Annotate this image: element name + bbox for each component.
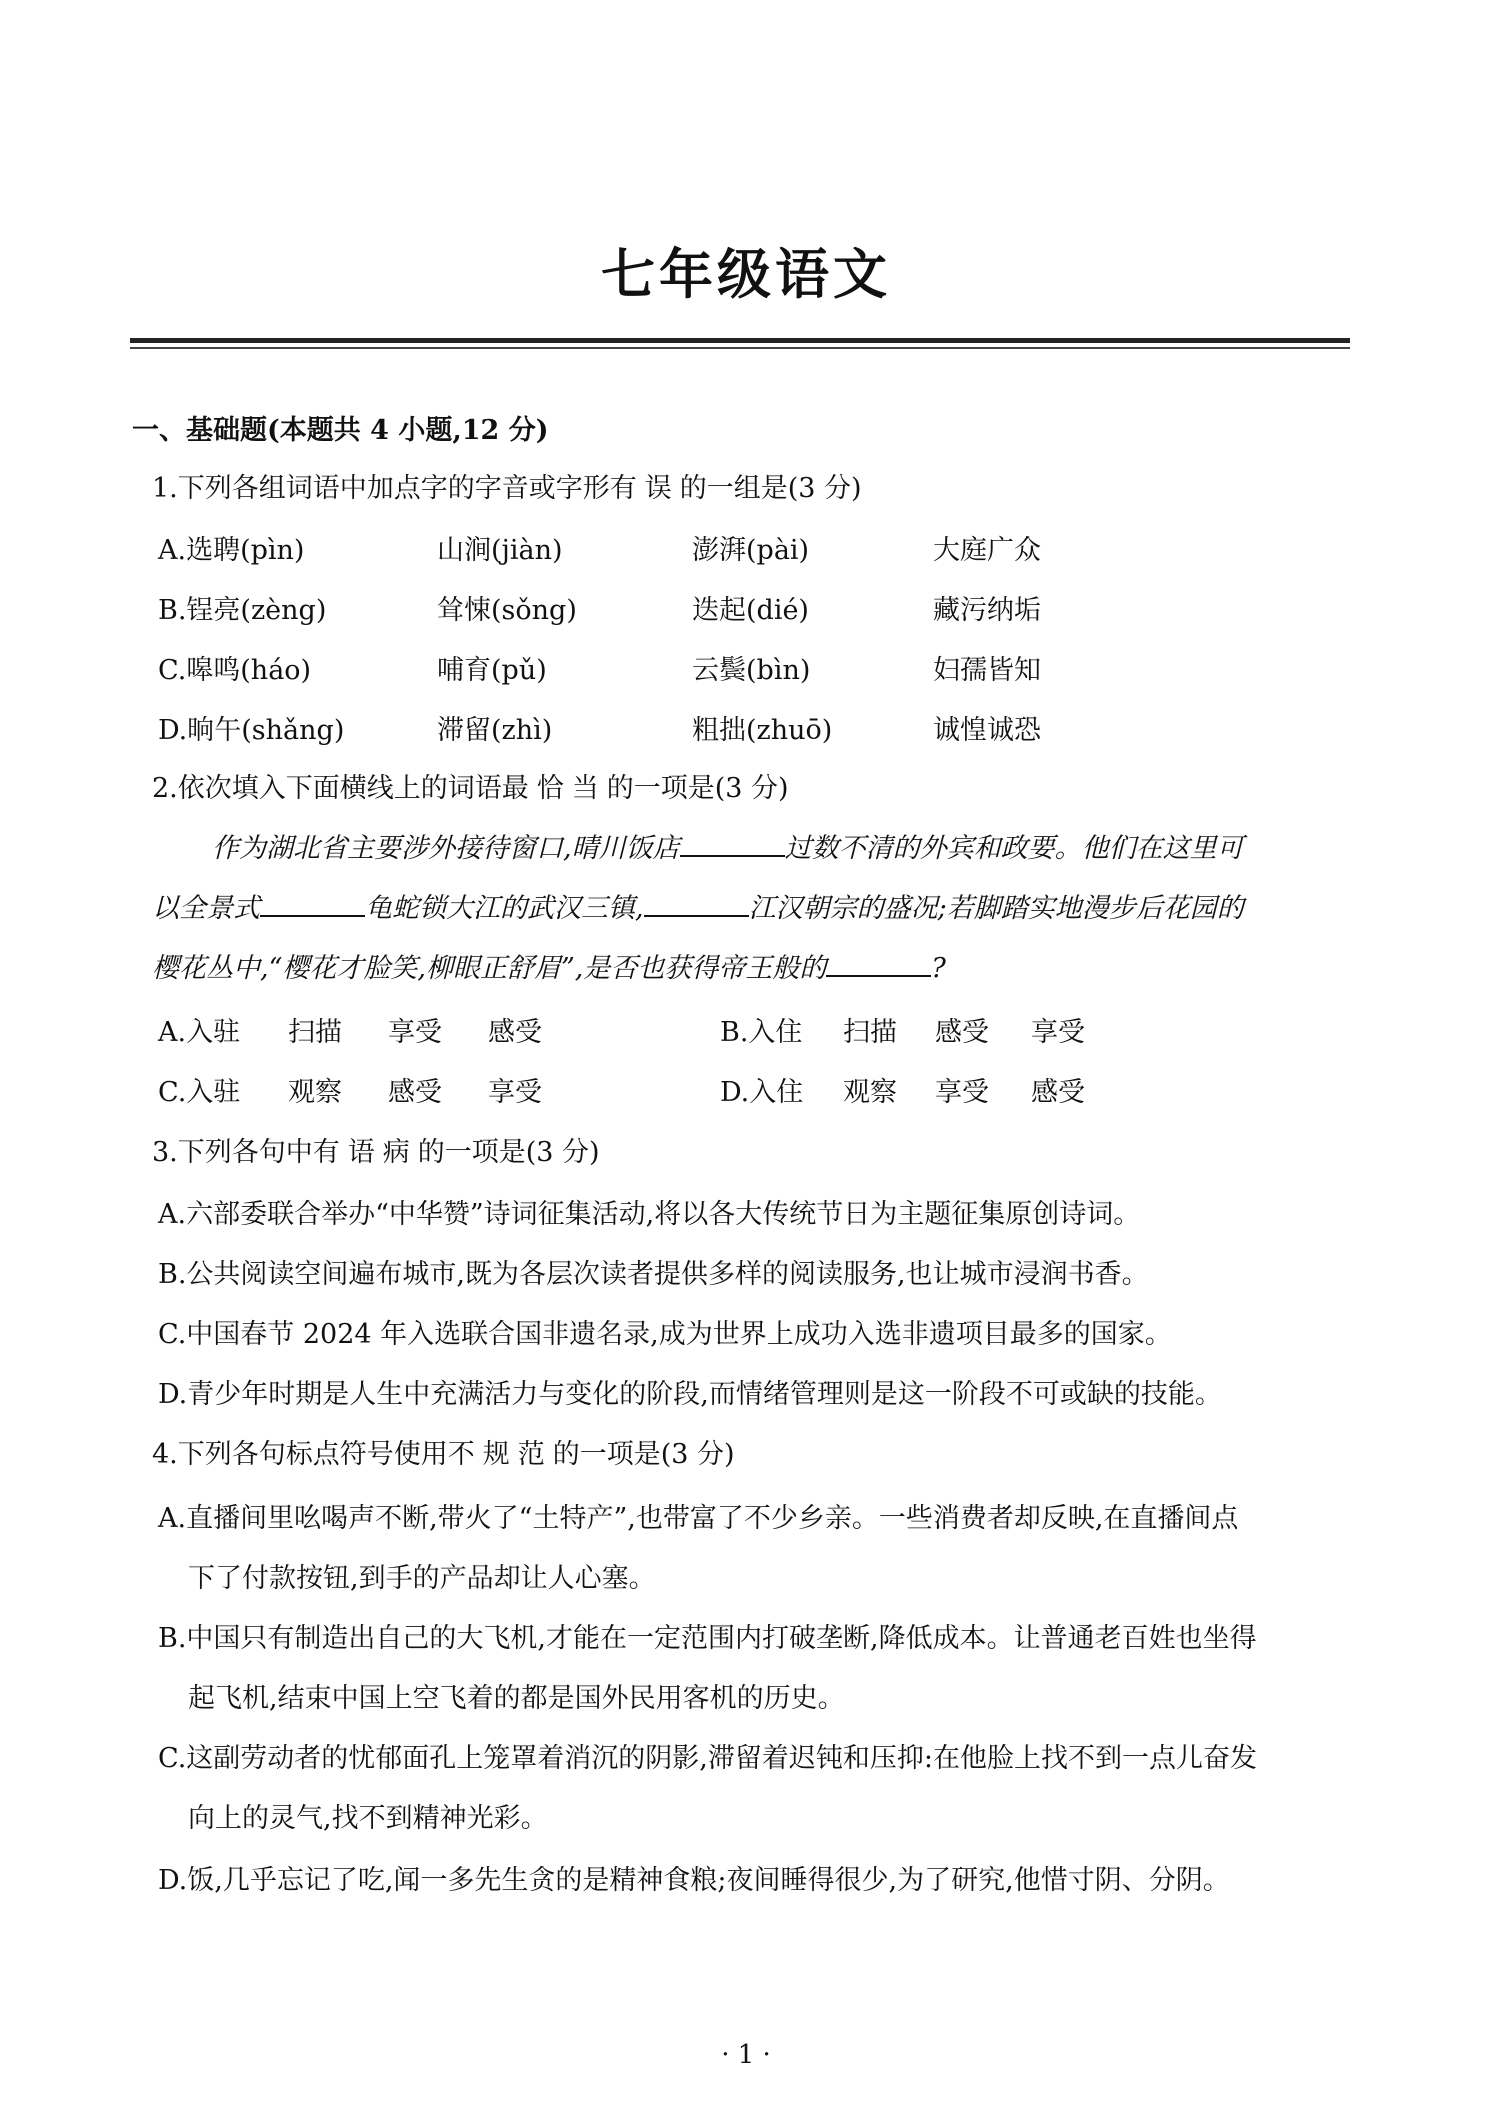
section-heading: 一、基础题(本题共 4 小题,12 分): [132, 415, 549, 446]
answer-blank[interactable]: [826, 953, 931, 977]
q2-item: 享受: [388, 1017, 442, 1048]
q2-item: 感受: [388, 1077, 442, 1108]
q2-item: 享受: [488, 1077, 542, 1108]
title-rule-thin: [130, 347, 1350, 349]
q1-item: 大庭广众: [933, 535, 1041, 566]
q1-item: 山涧(jiàn): [437, 535, 563, 566]
q2-passage-line: 樱花丛中,“樱花才脸笑,柳眼正舒眉”,是否也获得帝王般的 ?: [152, 953, 946, 984]
q4-option-d: D.饭,几乎忘记了吃,闻一多先生贪的是精神食粮;夜间睡得很少,为了研究,他惜寸阴、分阴。: [158, 1865, 1230, 1896]
question-2-stem: 2.依次填入下面横线上的词语最恰当的一项是(3 分): [152, 773, 789, 804]
q1-item: 耸悚(sǒng): [437, 595, 577, 626]
q2-item: 感受: [935, 1017, 989, 1048]
q4-option-b-cont: 起飞机,结束中国上空飞着的都是国外民用客机的历史。: [188, 1683, 845, 1714]
q1-item: 云鬓(bìn): [692, 655, 811, 686]
answer-blank[interactable]: [260, 893, 365, 917]
q1-item: 妇孺皆知: [933, 655, 1041, 686]
q4-option-c: C.这副劳动者的忧郁面孔上笼罩着消沉的阴影,滞留着迟钝和压抑:在他脸上找不到一点儿奋发: [158, 1743, 1257, 1774]
q2-item: 享受: [1031, 1017, 1085, 1048]
page-number: · 1 ·: [721, 2040, 771, 2070]
q1-option-d: D.晌午(shǎng): [158, 715, 345, 746]
question-4-stem: 4.下列各句标点符号使用不规范的一项是(3 分): [152, 1439, 735, 1470]
q2-item: 享受: [935, 1077, 989, 1108]
q1-option-a: A.选聘(pìn): [158, 535, 305, 566]
q3-option-a: A.六部委联合举办“中华赞”诗词征集活动,将以各大传统节日为主题征集原创诗词。: [158, 1199, 1141, 1230]
q1-item: 藏污纳垢: [933, 595, 1041, 626]
q4-option-a: A.直播间里吆喝声不断,带火了“土特产”,也带富了不少乡亲。一些消费者却反映,在直播间点: [158, 1503, 1239, 1534]
q2-option-d: D.入住: [720, 1077, 804, 1108]
q1-option-c: C.嗥鸣(háo): [158, 655, 312, 686]
q1-item: 诚惶诚恐: [933, 715, 1041, 746]
q2-passage-line: 作为湖北省主要涉外接待窗口,晴川饭店 过数不清的外宾和政要。他们在这里可: [212, 833, 1244, 864]
q2-item: 扫描: [843, 1017, 897, 1048]
q2-option-c: C.入驻: [158, 1077, 241, 1108]
q3-option-c: C.中国春节 2024 年入选联合国非遗名录,成为世界上成功入选非遗项目最多的国家。: [158, 1319, 1172, 1350]
answer-blank[interactable]: [644, 893, 749, 917]
q2-option-a: A.入驻: [158, 1017, 241, 1048]
q4-option-a-cont: 下了付款按钮,到手的产品却让人心塞。: [188, 1563, 656, 1594]
answer-blank[interactable]: [680, 833, 785, 857]
q1-item: 迭起(dié): [692, 595, 809, 626]
q2-item: 观察: [843, 1077, 897, 1108]
q2-item: 感受: [488, 1017, 542, 1048]
title-rule: [130, 338, 1350, 343]
q3-option-b: B.公共阅读空间遍布城市,既为各层次读者提供多样的阅读服务,也让城市浸润书香。: [158, 1259, 1149, 1290]
q1-item: 粗拙(zhuō): [692, 715, 833, 746]
page-title: 七年级语文: [601, 242, 891, 306]
q2-item: 扫描: [288, 1017, 342, 1048]
q1-item: 澎湃(pài): [692, 535, 810, 566]
q2-passage-line: 以全景式 龟蛇锁大江的武汉三镇, 江汉朝宗的盛况;若脚踏实地漫步后花园的: [152, 893, 1244, 924]
q1-item: 哺育(pǔ): [437, 655, 547, 686]
q4-option-c-cont: 向上的灵气,找不到精神光彩。: [188, 1803, 548, 1834]
q2-item: 感受: [1031, 1077, 1085, 1108]
q2-option-b: B.入住: [720, 1017, 803, 1048]
q1-item: 滞留(zhì): [437, 715, 553, 746]
q3-option-d: D.青少年时期是人生中充满活力与变化的阶段,而情绪管理则是这一阶段不可或缺的技能。: [158, 1379, 1222, 1410]
q4-option-b: B.中国只有制造出自己的大飞机,才能在一定范围内打破垄断,降低成本。让普通老百姓也坐得: [158, 1623, 1257, 1654]
q1-option-b: B.锃亮(zèng): [158, 595, 327, 626]
question-1-stem: 1.下列各组词语中加点字的字音或字形有误的一组是(3 分): [152, 473, 862, 504]
question-3-stem: 3.下列各句中有语病的一项是(3 分): [152, 1137, 600, 1168]
q2-item: 观察: [288, 1077, 342, 1108]
